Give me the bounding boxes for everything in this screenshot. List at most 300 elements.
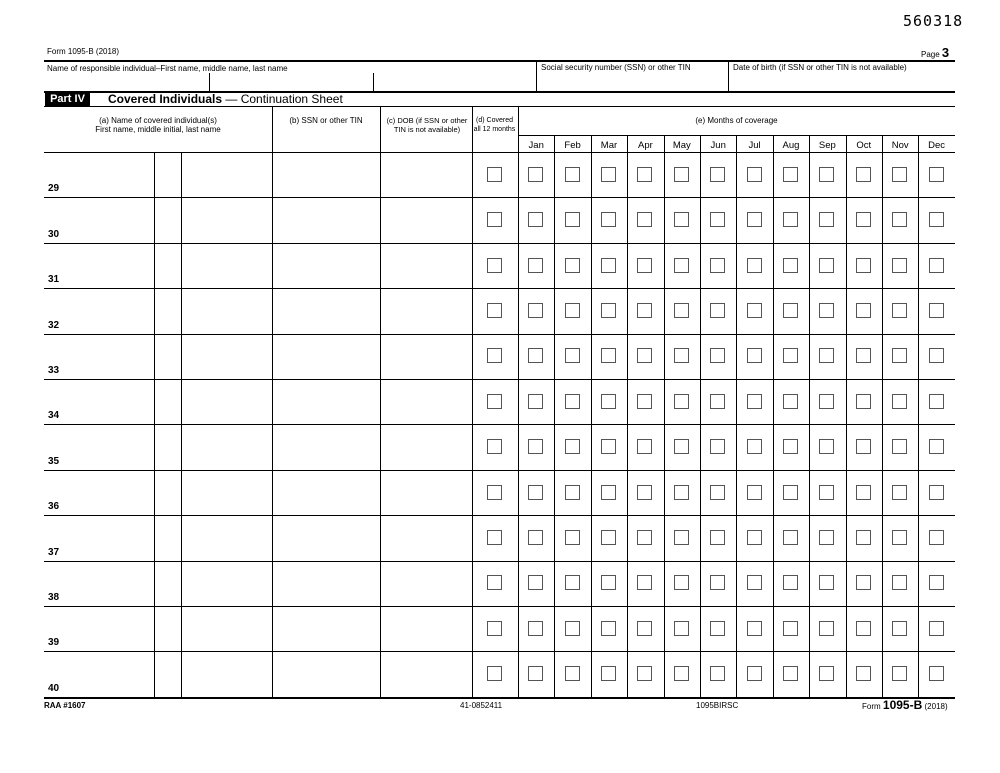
header-divider (536, 61, 537, 91)
row-number: 35 (48, 455, 60, 467)
first-name-field[interactable] (62, 608, 152, 649)
middle-initial-field[interactable] (156, 608, 180, 649)
part-bottom-rule (44, 106, 955, 107)
month-label: Mar (600, 140, 618, 151)
row-number: 38 (48, 592, 60, 603)
month-checkbox-nov[interactable] (892, 303, 907, 318)
form-id: 560318 (903, 12, 964, 30)
dob-field[interactable] (382, 154, 471, 195)
month-checkbox-oct[interactable] (856, 621, 871, 636)
month-checkbox-may[interactable] (674, 485, 689, 500)
ssn-label: Social security number (SSN) or other TIN (541, 63, 691, 72)
row-number: 39 (48, 637, 60, 649)
month-checkbox-jun[interactable] (710, 575, 725, 590)
covered-all-months-checkbox[interactable] (487, 303, 502, 318)
column-header-covered-all (472, 116, 517, 134)
month-checkbox-jul[interactable] (747, 575, 762, 590)
month-checkbox-jun[interactable] (710, 666, 725, 681)
month-checkbox-apr[interactable] (637, 575, 652, 590)
month-checkbox-sep[interactable] (819, 167, 834, 182)
month-checkbox-oct[interactable] (856, 439, 871, 454)
month-checkbox-mar[interactable] (601, 575, 616, 590)
first-name-field[interactable] (62, 381, 152, 422)
month-checkbox-dec[interactable] (929, 485, 944, 500)
month-label: Jan (528, 140, 544, 151)
month-checkbox-oct[interactable] (856, 258, 871, 273)
month-checkbox-jul[interactable] (747, 303, 762, 318)
dob-field[interactable] (382, 290, 471, 331)
month-checkbox-nov[interactable] (892, 530, 907, 545)
month-checkbox-nov[interactable] (892, 348, 907, 363)
dob-field[interactable] (382, 381, 471, 422)
dob-field[interactable] (382, 517, 471, 558)
month-checkbox-jun[interactable] (710, 303, 725, 318)
dob-field[interactable] (382, 472, 471, 513)
dob-field[interactable] (382, 608, 471, 649)
month-checkbox-may[interactable] (674, 621, 689, 636)
month-checkbox-dec[interactable] (929, 439, 944, 454)
covered-all-months-checkbox[interactable] (487, 394, 502, 409)
middle-initial-field[interactable] (156, 653, 180, 694)
dob-field[interactable] (382, 653, 471, 694)
month-checkbox-sep[interactable] (819, 575, 834, 590)
dob-field[interactable] (382, 426, 471, 467)
month-checkbox-feb[interactable] (565, 212, 580, 227)
last-name-field[interactable] (183, 472, 271, 513)
month-checkbox-aug[interactable] (783, 485, 798, 500)
month-checkbox-jul[interactable] (747, 485, 762, 500)
row-number: 30 (48, 228, 60, 240)
dob-field[interactable] (382, 563, 471, 604)
column-header-name-line1: (a) Name of covered individual(s) (99, 116, 217, 125)
covered-all-months-checkbox[interactable] (487, 666, 502, 681)
row-rule (44, 197, 955, 198)
responsible-name-label: Name of responsible individual–First name, middle name, last name (47, 64, 288, 73)
month-checkbox-feb[interactable] (565, 485, 580, 500)
month-checkbox-sep[interactable] (819, 530, 834, 545)
covered-all-months-checkbox[interactable] (487, 258, 502, 273)
month-checkbox-feb[interactable] (565, 303, 580, 318)
month-checkbox-mar[interactable] (601, 666, 616, 681)
month-checkbox-aug[interactable] (783, 530, 798, 545)
month-label: Aug (782, 140, 800, 151)
column-header-dob-line2: TIN is not available) (393, 125, 461, 134)
first-name-field[interactable] (62, 472, 152, 513)
middle-initial-field[interactable] (156, 199, 180, 240)
column-header-covered-line2: all 12 months (473, 126, 516, 133)
month-checkbox-aug[interactable] (783, 167, 798, 182)
month-checkbox-oct[interactable] (856, 303, 871, 318)
month-checkbox-nov[interactable] (892, 575, 907, 590)
covered-all-months-checkbox[interactable] (487, 212, 502, 227)
footer-form-name (862, 698, 948, 712)
month-checkbox-sep[interactable] (819, 394, 834, 409)
month-checkbox-feb[interactable] (565, 439, 580, 454)
covered-all-months-checkbox[interactable] (487, 167, 502, 182)
last-name-field[interactable] (183, 517, 271, 558)
month-checkbox-jan[interactable] (528, 394, 543, 409)
month-divider (591, 135, 592, 697)
last-name-field[interactable] (183, 199, 271, 240)
first-name-field[interactable] (62, 290, 152, 331)
month-checkbox-jun[interactable] (710, 258, 725, 273)
ssn-field[interactable] (274, 608, 379, 649)
row-number: 37 (48, 546, 60, 558)
month-checkbox-dec[interactable] (929, 167, 944, 182)
row-rule (44, 606, 955, 607)
month-checkbox-feb[interactable] (565, 575, 580, 590)
ssn-field[interactable] (274, 653, 379, 694)
month-checkbox-jun[interactable] (710, 348, 725, 363)
month-checkbox-sep[interactable] (819, 439, 834, 454)
month-checkbox-aug[interactable] (783, 394, 798, 409)
month-checkbox-oct[interactable] (856, 485, 871, 500)
responsible-ssn-field[interactable] (538, 73, 726, 91)
month-checkbox-dec[interactable] (929, 666, 944, 681)
month-checkbox-dec[interactable] (929, 621, 944, 636)
month-checkbox-apr[interactable] (637, 167, 652, 182)
part-title-rest: — Continuation Sheet (222, 92, 343, 106)
first-name-field[interactable] (62, 199, 152, 240)
last-name-field[interactable] (183, 381, 271, 422)
footer-form-prefix: Form (862, 702, 881, 711)
month-checkbox-oct[interactable] (856, 167, 871, 182)
first-name-field[interactable] (62, 426, 152, 467)
month-divider (809, 135, 810, 697)
month-checkbox-jun[interactable] (710, 530, 725, 545)
month-checkbox-apr[interactable] (637, 666, 652, 681)
month-checkbox-feb[interactable] (565, 530, 580, 545)
month-checkbox-sep[interactable] (819, 212, 834, 227)
month-checkbox-aug[interactable] (783, 212, 798, 227)
month-checkbox-dec[interactable] (929, 258, 944, 273)
month-checkbox-may[interactable] (674, 394, 689, 409)
month-checkbox-oct[interactable] (856, 348, 871, 363)
month-checkbox-mar[interactable] (601, 167, 616, 182)
month-checkbox-jul[interactable] (747, 621, 762, 636)
row-rule (44, 243, 955, 244)
month-label: Apr (637, 140, 653, 151)
month-checkbox-nov[interactable] (892, 485, 907, 500)
first-name-field[interactable] (62, 336, 152, 377)
middle-initial-field[interactable] (156, 245, 180, 286)
month-checkbox-mar[interactable] (601, 212, 616, 227)
month-checkbox-sep[interactable] (819, 485, 834, 500)
month-checkbox-mar[interactable] (601, 530, 616, 545)
middle-initial-field[interactable] (156, 563, 180, 604)
column-header-dob (381, 116, 473, 134)
month-divider (736, 135, 737, 697)
month-checkbox-aug[interactable] (783, 258, 798, 273)
month-checkbox-apr[interactable] (637, 348, 652, 363)
month-checkbox-apr[interactable] (637, 394, 652, 409)
month-checkbox-jun[interactable] (710, 212, 725, 227)
row-number: 33 (48, 365, 60, 376)
month-checkbox-jan[interactable] (528, 303, 543, 318)
month-checkbox-apr[interactable] (637, 212, 652, 227)
month-checkbox-oct[interactable] (856, 575, 871, 590)
month-divider (627, 135, 628, 697)
month-checkbox-nov[interactable] (892, 212, 907, 227)
month-checkbox-apr[interactable] (637, 530, 652, 545)
month-checkbox-jun[interactable] (710, 485, 725, 500)
row-number: 36 (48, 501, 60, 513)
month-checkbox-sep[interactable] (819, 621, 834, 636)
month-checkbox-mar[interactable] (601, 621, 616, 636)
last-name-field[interactable] (183, 653, 271, 694)
month-checkbox-feb[interactable] (565, 394, 580, 409)
month-checkbox-oct[interactable] (856, 530, 871, 545)
page-number-value: 3 (941, 45, 950, 60)
covered-all-months-checkbox[interactable] (487, 348, 502, 363)
ssn-field[interactable] (274, 426, 379, 467)
month-checkbox-may[interactable] (674, 212, 689, 227)
month-checkbox-may[interactable] (674, 439, 689, 454)
month-checkbox-nov[interactable] (892, 167, 907, 182)
responsible-name-field[interactable] (45, 73, 535, 91)
ssn-field[interactable] (274, 336, 379, 377)
middle-initial-field[interactable] (156, 517, 180, 558)
middle-initial-field[interactable] (156, 290, 180, 331)
first-name-field[interactable] (62, 154, 152, 195)
month-checkbox-sep[interactable] (819, 303, 834, 318)
responsible-dob-field[interactable] (730, 73, 954, 91)
row-rule (44, 561, 955, 562)
row-number: 40 (48, 682, 60, 694)
covered-all-months-checkbox[interactable] (487, 485, 502, 500)
month-checkbox-dec[interactable] (929, 394, 944, 409)
row-number: 31 (48, 274, 60, 286)
month-label: Jul (748, 140, 761, 151)
month-divider (918, 135, 919, 697)
ssn-field[interactable] (274, 381, 379, 422)
month-checkbox-jan[interactable] (528, 258, 543, 273)
middle-initial-field[interactable] (156, 381, 180, 422)
footer-form-number: 1095-B (882, 698, 923, 712)
part-title-bold: Covered Individuals (108, 92, 223, 106)
page-number (921, 45, 949, 60)
month-label: Sep (818, 140, 836, 151)
dob-label: Date of birth (if SSN or other TIN is not available) (733, 63, 907, 72)
ssn-field[interactable] (274, 245, 379, 286)
dob-field[interactable] (382, 199, 471, 240)
footer-software-id: 1095BIRSC (696, 701, 739, 710)
last-name-field[interactable] (183, 563, 271, 604)
month-checkbox-jan[interactable] (528, 167, 543, 182)
month-label: Jun (710, 140, 726, 151)
dob-field[interactable] (382, 245, 471, 286)
month-checkbox-jul[interactable] (747, 348, 762, 363)
row-number: 29 (48, 183, 60, 195)
first-name-field[interactable] (62, 245, 152, 286)
row-rule (44, 515, 955, 516)
month-checkbox-feb[interactable] (565, 666, 580, 681)
month-checkbox-apr[interactable] (637, 303, 652, 318)
column-header-months: (e) Months of coverage (695, 116, 778, 125)
month-label: Nov (891, 140, 909, 151)
row-rule (44, 288, 955, 289)
footer-rule (44, 697, 955, 699)
column-divider (380, 107, 381, 697)
month-checkbox-mar[interactable] (601, 394, 616, 409)
month-checkbox-jul[interactable] (747, 394, 762, 409)
month-checkbox-jan[interactable] (528, 666, 543, 681)
month-checkbox-dec[interactable] (929, 348, 944, 363)
month-checkbox-aug[interactable] (783, 303, 798, 318)
month-checkbox-aug[interactable] (783, 439, 798, 454)
month-checkbox-jul[interactable] (747, 212, 762, 227)
covered-all-months-checkbox[interactable] (487, 439, 502, 454)
month-checkbox-jun[interactable] (710, 394, 725, 409)
month-divider (554, 135, 555, 697)
month-checkbox-sep[interactable] (819, 666, 834, 681)
month-checkbox-nov[interactable] (892, 258, 907, 273)
month-checkbox-feb[interactable] (565, 621, 580, 636)
month-checkbox-oct[interactable] (856, 394, 871, 409)
ssn-field[interactable] (274, 154, 379, 195)
month-checkbox-may[interactable] (674, 575, 689, 590)
column-divider (272, 107, 273, 697)
month-checkbox-mar[interactable] (601, 258, 616, 273)
month-checkbox-nov[interactable] (892, 394, 907, 409)
month-checkbox-jan[interactable] (528, 485, 543, 500)
page-label: Page (921, 50, 940, 59)
month-checkbox-mar[interactable] (601, 439, 616, 454)
month-checkbox-jul[interactable] (747, 530, 762, 545)
middle-initial-field[interactable] (156, 472, 180, 513)
month-checkbox-dec[interactable] (929, 303, 944, 318)
footer-code: 41-0852411 (460, 701, 503, 710)
month-checkbox-apr[interactable] (637, 439, 652, 454)
part-tag: Part IV (45, 92, 90, 106)
month-divider (846, 135, 847, 697)
part-title (108, 92, 343, 106)
month-checkbox-apr[interactable] (637, 621, 652, 636)
last-name-field[interactable] (183, 290, 271, 331)
month-checkbox-may[interactable] (674, 258, 689, 273)
month-checkbox-apr[interactable] (637, 258, 652, 273)
column-divider (518, 107, 519, 697)
row-rule (44, 651, 955, 652)
month-checkbox-aug[interactable] (783, 348, 798, 363)
month-checkbox-aug[interactable] (783, 621, 798, 636)
ssn-field[interactable] (274, 517, 379, 558)
month-divider (700, 135, 701, 697)
column-header-dob-line1: (c) DOB (if SSN or other (386, 116, 468, 125)
month-checkbox-jun[interactable] (710, 439, 725, 454)
month-label: May (672, 140, 691, 151)
month-checkbox-jul[interactable] (747, 439, 762, 454)
last-name-field[interactable] (183, 245, 271, 286)
first-name-field[interactable] (62, 653, 152, 694)
middle-initial-field[interactable] (156, 154, 180, 195)
month-checkbox-jan[interactable] (528, 621, 543, 636)
last-name-field[interactable] (183, 336, 271, 377)
month-checkbox-dec[interactable] (929, 575, 944, 590)
header-top-rule (44, 60, 955, 62)
month-checkbox-jan[interactable] (528, 439, 543, 454)
month-divider (773, 135, 774, 697)
dob-field[interactable] (382, 336, 471, 377)
month-checkbox-jan[interactable] (528, 530, 543, 545)
month-checkbox-nov[interactable] (892, 621, 907, 636)
month-checkbox-oct[interactable] (856, 212, 871, 227)
last-name-field[interactable] (183, 608, 271, 649)
month-label: Feb (564, 140, 581, 151)
month-checkbox-jun[interactable] (710, 621, 725, 636)
month-checkbox-mar[interactable] (601, 485, 616, 500)
first-name-field[interactable] (62, 563, 152, 604)
footer-form-year: (2018) (924, 702, 948, 711)
month-checkbox-jun[interactable] (710, 167, 725, 182)
column-header-ssn: (b) SSN or other TIN (289, 116, 363, 125)
ssn-field[interactable] (274, 563, 379, 604)
month-checkbox-mar[interactable] (601, 303, 616, 318)
month-checkbox-mar[interactable] (601, 348, 616, 363)
month-checkbox-feb[interactable] (565, 348, 580, 363)
month-checkbox-may[interactable] (674, 666, 689, 681)
column-header-name-line2: First name, middle initial, last name (95, 125, 221, 134)
ssn-field[interactable] (274, 472, 379, 513)
ssn-field[interactable] (274, 199, 379, 240)
middle-initial-field[interactable] (156, 336, 180, 377)
row-rule (44, 334, 955, 335)
month-checkbox-jan[interactable] (528, 348, 543, 363)
column-header-covered-line1: (d) Covered (476, 117, 513, 124)
last-name-field[interactable] (183, 154, 271, 195)
row-number: 34 (48, 410, 60, 422)
month-label: Oct (856, 140, 872, 151)
month-checkbox-dec[interactable] (929, 212, 944, 227)
header-divider (728, 61, 729, 91)
month-checkbox-may[interactable] (674, 348, 689, 363)
month-checkbox-dec[interactable] (929, 530, 944, 545)
month-checkbox-sep[interactable] (819, 258, 834, 273)
column-header-name (45, 116, 271, 134)
footer-raa: RAA #1607 (44, 701, 86, 710)
month-checkbox-jan[interactable] (528, 575, 543, 590)
month-checkbox-may[interactable] (674, 530, 689, 545)
month-checkbox-may[interactable] (674, 303, 689, 318)
covered-all-months-checkbox[interactable] (487, 530, 502, 545)
month-checkbox-jan[interactable] (528, 212, 543, 227)
month-checkbox-may[interactable] (674, 167, 689, 182)
month-checkbox-jul[interactable] (747, 258, 762, 273)
first-name-field[interactable] (62, 517, 152, 558)
month-divider (882, 135, 883, 697)
month-checkbox-apr[interactable] (637, 485, 652, 500)
month-checkbox-oct[interactable] (856, 666, 871, 681)
month-checkbox-sep[interactable] (819, 348, 834, 363)
column-divider (472, 107, 473, 697)
row-number: 32 (48, 319, 60, 331)
row-rule (44, 470, 955, 471)
month-checkbox-jul[interactable] (747, 666, 762, 681)
month-checkbox-feb[interactable] (565, 167, 580, 182)
row-rule (44, 424, 955, 425)
month-checkbox-nov[interactable] (892, 439, 907, 454)
covered-all-months-checkbox[interactable] (487, 621, 502, 636)
month-checkbox-feb[interactable] (565, 258, 580, 273)
month-checkbox-nov[interactable] (892, 666, 907, 681)
month-checkbox-aug[interactable] (783, 666, 798, 681)
month-checkbox-jul[interactable] (747, 167, 762, 182)
covered-all-months-checkbox[interactable] (487, 575, 502, 590)
month-checkbox-aug[interactable] (783, 575, 798, 590)
ssn-field[interactable] (274, 290, 379, 331)
middle-initial-field[interactable] (156, 426, 180, 467)
last-name-field[interactable] (183, 426, 271, 467)
